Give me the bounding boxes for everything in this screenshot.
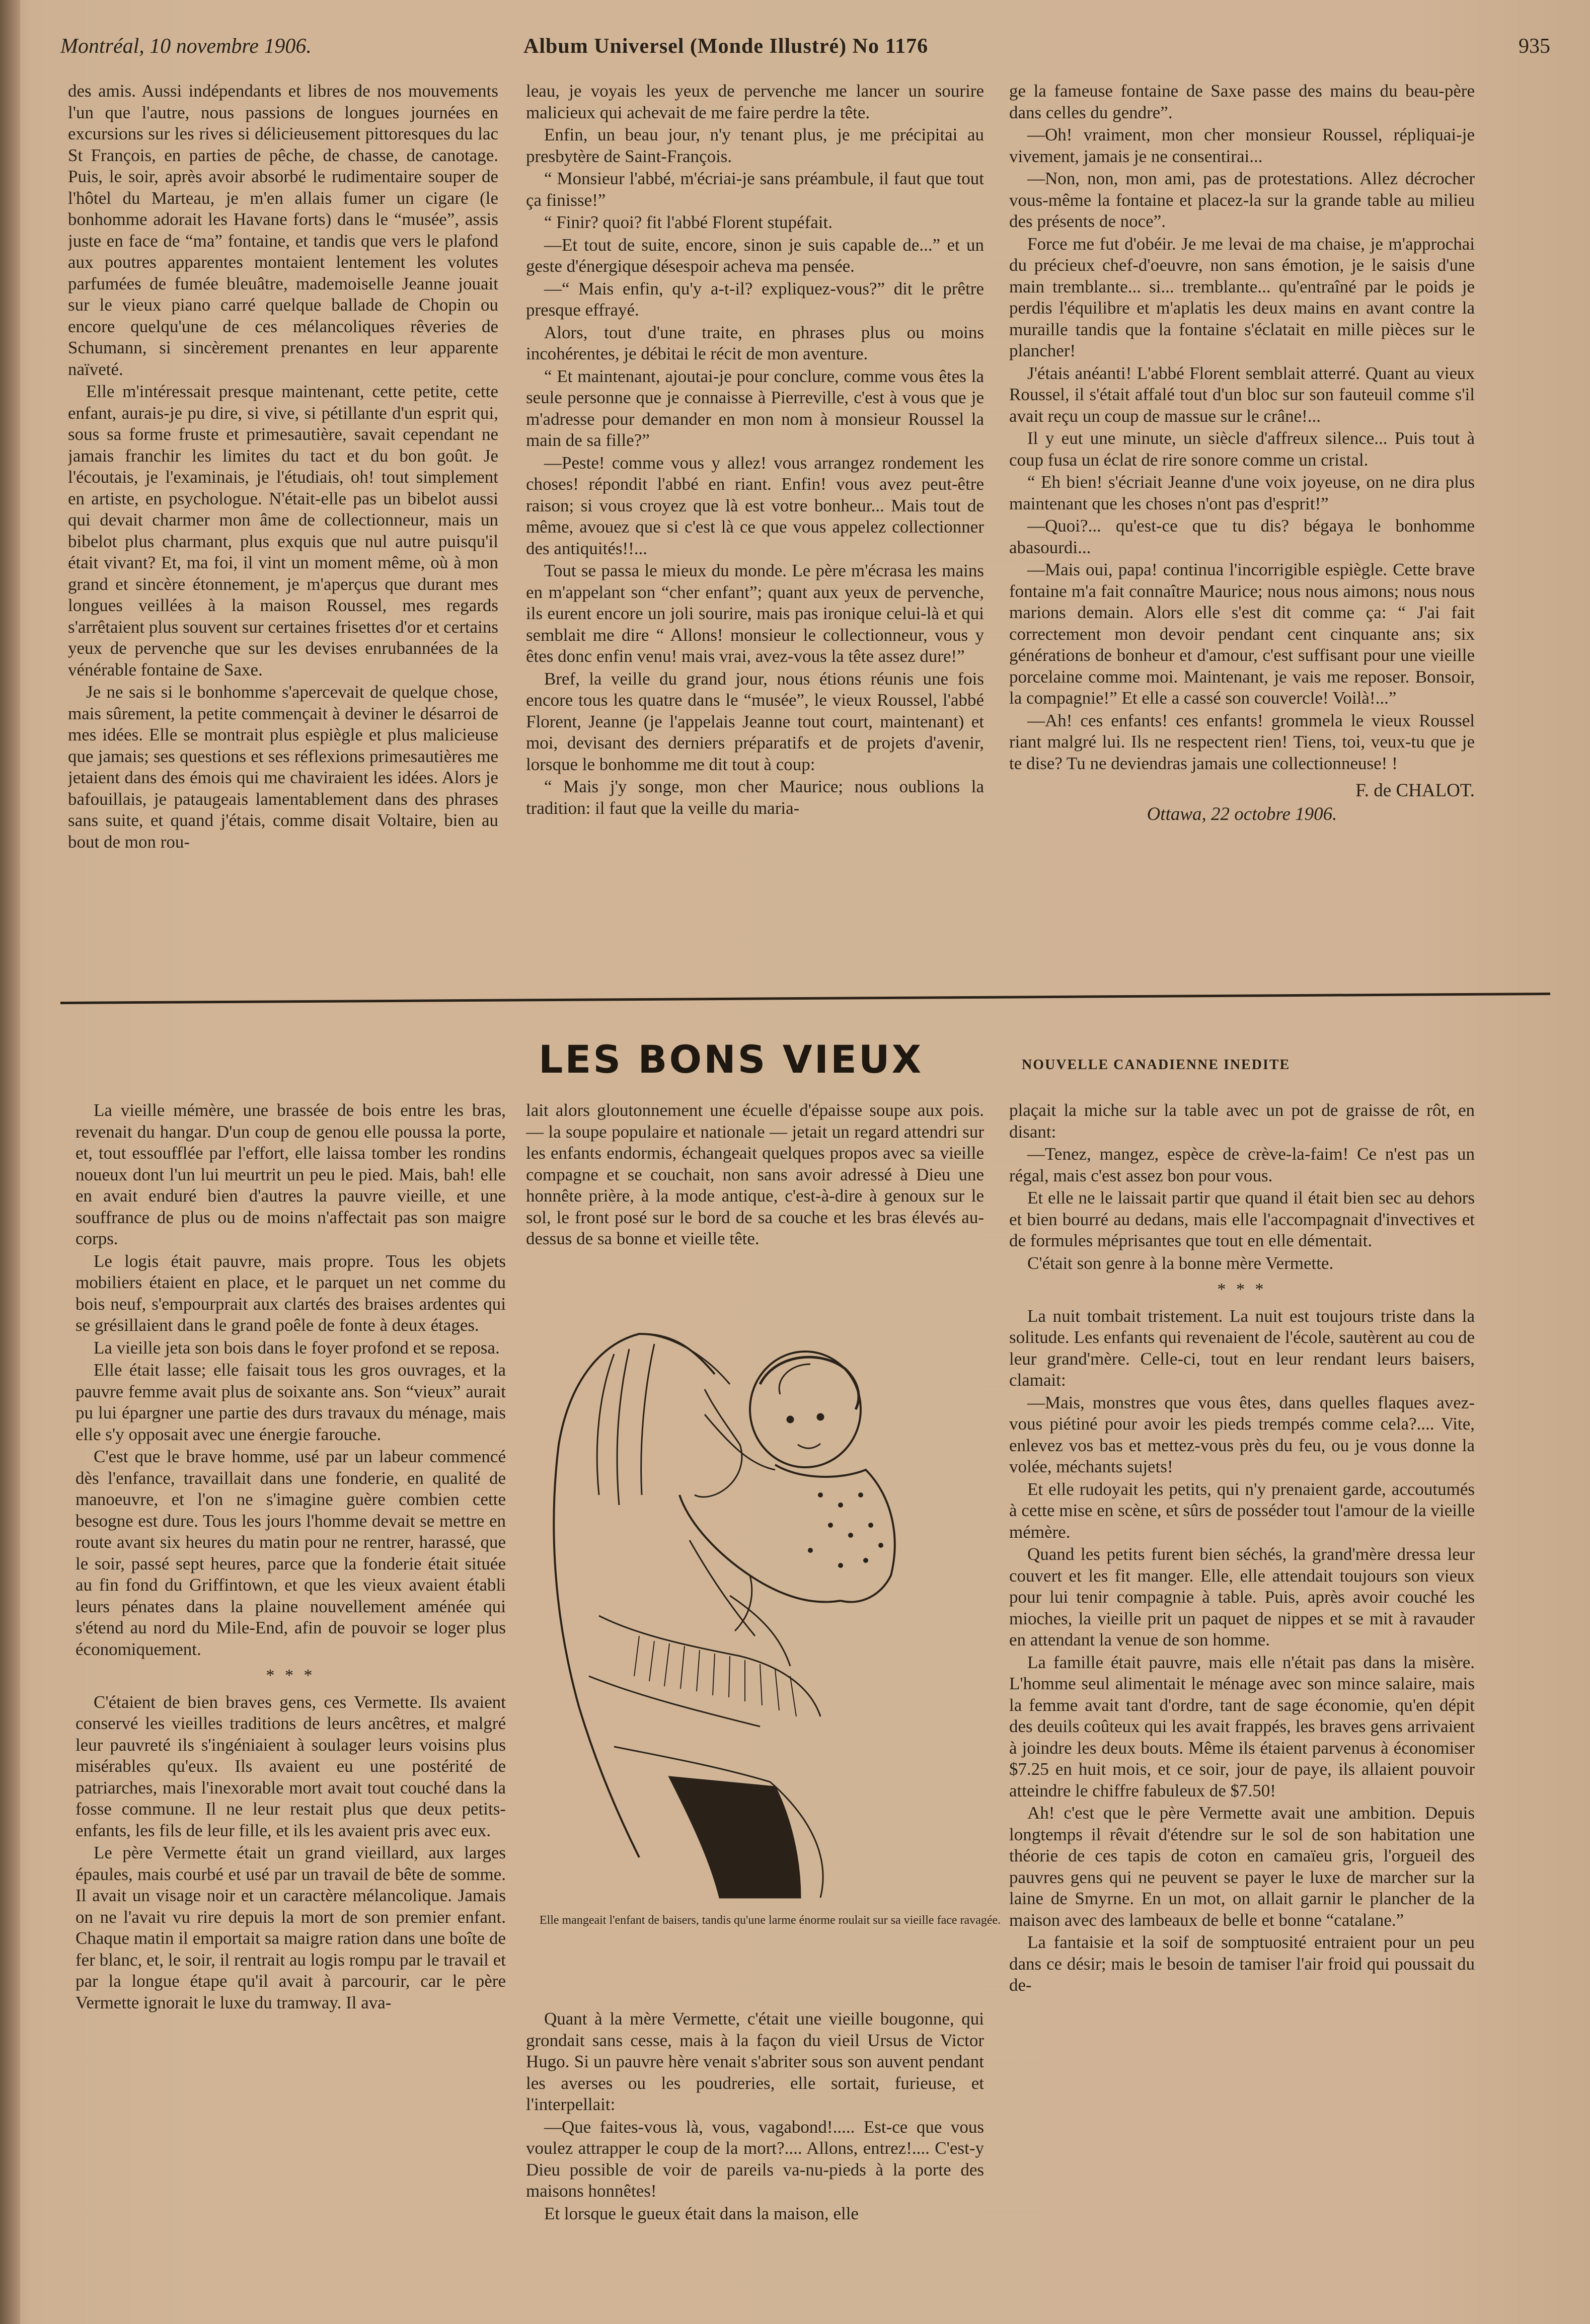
paragraph: Le père Vermette était un grand vieillard, aux larges épaules, mais courbé et usé par un travail de bête de somme. Il avait un visage noir et un caractère mélancolique. Jamais on ne l'avait vu rire depuis la mort de son premier enfant. Chaque matin il emportait sa maigre ration dans une boîte de fer blanc, et, le soir, il rentrait au logis rompu par le travail et par la longue étape qu'il avait à parcourir, car le père Vermette ignorait le luxe du tramway. Il ava- bbox=[75, 1843, 506, 2012]
paragraph: —Que faites-vous là, vous, vagabond!..... Est-ce que vous voulez attrapper le coup de la mort?.... Allons, entrez!.... C'est-y Dieu possible de voir de pareils va-nu-pieds à la porte des maisons honnêtes! bbox=[526, 2117, 984, 2201]
paragraph: ge la fameuse fontaine de Saxe passe des mains du beau-père dans celles du gendre”. bbox=[1009, 81, 1475, 122]
paragraph: —Tenez, mangez, espèce de crève-la-faim! Ce n'est pas un régal, mais c'est assez bon pour vous. bbox=[1009, 1144, 1475, 1185]
paragraph: —Oh! vraiment, mon cher monsieur Roussel, répliquai-je vivement, jamais je ne consentirai... bbox=[1009, 125, 1475, 166]
illustration-caption: Elle mangeait l'enfant de baisers, tandis qu'une larme énorme roulait sur sa vieille face ravagée. bbox=[539, 1914, 1001, 1927]
paragraph: —Quoi?... qu'est-ce que tu dis? bégaya le bonhomme abasourdi... bbox=[1009, 516, 1475, 557]
story2-column-2 bbox=[526, 1100, 984, 1306]
grandmother-child-illustration bbox=[539, 1314, 1002, 1908]
paragraph: Et lorsque le gueux était dans la maison, elle bbox=[544, 2203, 859, 2223]
paragraph: “ Finir? quoi? fit l'abbé Florent stupéfait. bbox=[544, 212, 832, 232]
paragraph: La famille était pauvre, mais elle n'était pas dans la misère. L'homme seul alimentait le ménage avec son mince salaire, mais la femme avait tant d'ordre, tant de sage économie, qu'en dépit des deuils coûteux qui les avait frappés, les braves gens arrivaient à joindre les deux bouts. Même ils étaient parvenus à économiser $7.25 en huit mois, et ce soir, jour de paye, ils allaient pouvoir atteindre le chiffre fabuleux de $7.50! bbox=[1009, 1652, 1475, 1801]
paragraph: Quand les petits furent bien séchés, la grand'mère dressa leur couvert et les fit manger. Elle, elle attendait toujours son vieux pour lui tenir compagnie à table. Puis, après avoir couché les mioches, la vieille prit un paquet de nippes et se mit à ravauder en attendant la venue de son homme. bbox=[1009, 1544, 1475, 1650]
paragraph: C'est que le brave homme, usé par un labeur commencé dès l'enfance, travaillait dans une fonderie, en qualité de manoeuvre, et l'on ne s'imagine guère combien cette besogne est dure. Tous les jours l'homme devait se mettre en route avant six heures du matin pour ne rentrer, harassé, que le soir, passé sept heures, parce que la fonderie était située au fin fond du Griffintown, et que les vieux avaient établi leurs pénates dans la plaine nouvellement aménée qui s'étend au nord du Mile-End, afin de pouvoir se loger plus économiquement. bbox=[75, 1447, 506, 1659]
paragraph: Et elle ne le laissait partir que quand il était bien sec au dehors et bien bourré au dedans, mais elle l'accompagnait d'invectives et de formules méprisantes que tout en elle démentait. bbox=[1009, 1188, 1475, 1250]
page-number: 935 bbox=[1519, 35, 1550, 58]
paragraph: Ah! c'est que le père Vermette avait une ambition. Depuis longtemps il rêvait d'étendre sur le sol de son habitation une théorie de ces tapis de coton en camaïeu gris, l'orgueil des pauvres gens qui ne peuvent se payer le luxe de marcher sur la laine de Smyrne. En un mot, on allait garnir le plancher de la maison avec des lambeaux de belle et bonne “catalane.” bbox=[1009, 1803, 1475, 1930]
paragraph: —“ Mais enfin, qu'y a-t-il? expliquez-vous?” dit le prêtre presque effrayé. bbox=[526, 278, 984, 320]
paragraph: —Non, non, mon ami, pas de protestations. Allez décrocher vous-même la fontaine et placez-la sur la grande table au milieu des présents de noce”. bbox=[1009, 169, 1475, 231]
paragraph: La vieille jeta son bois dans le foyer profond et se reposa. bbox=[94, 1337, 500, 1358]
page-header bbox=[60, 29, 1550, 69]
header-publication: Album Universel (Monde Illustré) No 1176 bbox=[523, 35, 929, 58]
paragraph: Quant à la mère Vermette, c'était une vieille bougonne, qui grondait sans cesse, mais à la façon du vieil Ursus de Victor Hugo. Si un pauvre hère venait s'abriter sous son auvent pendant les averses ou les poudreries, elle sortait, furieuse, et l'interpellait: bbox=[526, 2009, 984, 2114]
paragraph: J'étais anéanti! L'abbé Florent semblait atterré. Quant au vieux Roussel, il s'était affalé tout d'un bloc sur son fauteuil comme s'il avait reçu un coup de massue sur le crâne!... bbox=[1009, 363, 1475, 426]
illustration bbox=[539, 1314, 1002, 1948]
paragraph: lait alors gloutonnement une écuelle d'épaisse soupe aux pois. — la soupe populaire et nationale — jetait un regard attendri sur les enfants endormis, échangeait quelques propos avec sa vieille compagne et se couchait, non sans avoir adressé à Dieu une honnête prière, à la mode antique, c'est-à-dire à genoux sur le sol, le front posé sur le bord de sa couche et les bras élevés au-dessus de sa bonne et vieille tête. bbox=[526, 1100, 984, 1248]
paragraph: C'était son genre à la bonne mère Vermette. bbox=[1027, 1253, 1334, 1273]
paragraph: —Ah! ces enfants! ces enfants! grommela le vieux Roussel riant malgré lui. Ils ne respectent rien! Tiens, toi, veux-tu que je te dise? Tu ne deviendras jamais une collectionneuse! ! bbox=[1009, 710, 1475, 773]
paragraph: Le logis était pauvre, mais propre. Tous les objets mobiliers étaient en place, et le parquet un net comme du bois neuf, s'empourprait aux clartés des braises ardentes qui se grésillaient dans le grand poêle de fonte à deux étages. bbox=[75, 1251, 506, 1335]
paragraph: La nuit tombait tristement. La nuit est toujours triste dans la solitude. Les enfants qui revenaient de l'école, sautèrent au cou de leur grand'mère. Celle-ci, tout en leur rendant leurs baisers, clamait: bbox=[1009, 1306, 1475, 1390]
paragraph: Je ne sais si le bonhomme s'apercevait de quelque chose, mais sûrement, la petite commençait à deviner le désarroi de mes idées. Elle se montrait plus espiègle et plus malicieuse que jamais; ses questions et ses réflexions primesautières me jetaient dans des émois qui me chaviraient les idées. Alors je bafouillais, je pataugeais lamentablement dans des phrases sans suite, et quand j'étais, comme disait Voltaire, bien au bout de mon rou- bbox=[68, 682, 498, 852]
paragraph: Tout se passa le mieux du monde. Le père m'écrasa les mains en m'appelant son “cher enfant”; quant aux yeux de pervenche, ils eurent encore un joli sourire, mais pas ironique celui-là et qui semblait me dire “ Allons! monsieur le collectionneur, vous y êtes donc enfin venu! mais vrai, avez-vous la tête assez dure!” bbox=[526, 561, 984, 666]
paragraph: C'étaient de bien braves gens, ces Vermette. Ils avaient conservé les vieilles traditions de leurs ancêtres, et malgré leur pauvreté ils s'ingéniaient à soulager leurs voisins plus misérables qu'eux. Ils avaient eu une postérité de patriarches, mais l'inexorable mort avait tout couché dans la fosse commune. Il ne leur restait plus que deux petits-enfants, les fils de leur fille, et ils les avaient pris avec eux. bbox=[75, 1692, 506, 1840]
paragraph: Et elle rudoyait les petits, qui n'y prenaient garde, accoutumés à cette mise en scène, et sûrs de posséder tout l'amour de la vieille mémère. bbox=[1009, 1479, 1475, 1542]
paragraph: —Mais, monstres que vous êtes, dans quelles flaques avez-vous piétiné pour avoir les pieds trempés comme cela?.... Vite, enlevez vos bas et mettez-vous près du feu, ou je vous donne la volée, méchants sujets! bbox=[1009, 1392, 1475, 1476]
author-signature: F. de CHALOT. bbox=[1355, 780, 1475, 801]
story1-column-1 bbox=[68, 81, 498, 997]
story-subtitle: NOUVELLE CANADIENNE INEDITE bbox=[1022, 1057, 1291, 1073]
story2-column-1 bbox=[75, 1100, 506, 2308]
paragraph: plaçait la miche sur la table avec un pot de graisse de rôt, en disant: bbox=[1009, 1100, 1475, 1142]
story1-column-3 bbox=[1009, 81, 1475, 997]
paragraph: “ Eh bien! s'écriait Jeanne d'une voix joyeuse, on ne dira plus maintenant que les choses n'ont pas d'esprit!” bbox=[1009, 472, 1475, 513]
paragraph: Elle était lasse; elle faisait tous les gros ouvrages, et la pauvre femme avait plus de soixante ans. Son “vieux” aurait pu lui épargner une partie des durs travaux du ménage, mais elle s'y opposait avec une énergie farouche. bbox=[75, 1360, 506, 1444]
paragraph: Alors, tout d'une traite, en phrases plus ou moins incohérentes, je débitai le récit de mon aventure. bbox=[526, 322, 984, 363]
paragraph: —Peste! comme vous y allez! vous arrangez rondement les choses! répondit l'abbé en riant. Enfin! vous avez peut-être raison; si vous croyez que là est votre bonheur... Mais tout de même, avouez que si c'est là ce que vous appelez collectionner des antiquités!!... bbox=[526, 453, 984, 558]
paragraph: “ Et maintenant, ajoutai-je pour conclure, comme vous êtes la seule personne que je connaisse à Pierreville, c'est à vous que je m'adresse pour demander en mon nom à monsieur Roussel la main de sa fille?” bbox=[526, 366, 984, 450]
story2-column-2-continued bbox=[526, 2008, 984, 2310]
paragraph: —Mais oui, papa! continua l'incorrigible espiègle. Cette brave fontaine m'a fait connaître Maurice; nous nous aimons; nous nous marions demain. Alors elle s'est dit comme ça: “ J'ai fait correctement mon devoir pendant cent cinquante ans; six générations de bonheur et d'amour, c'est suffisant pour une vieille porcelaine comme moi. Maintenant, je vais me reposer. Bonsoir, la compagnie!” Et elle a cassé son couvercle! Voilà!...” bbox=[1009, 560, 1475, 708]
story-title: LES BONS VIEUX bbox=[539, 1037, 924, 1082]
paragraph: “ Mais j'y songe, mon cher Maurice; nous oublions la tradition: il faut que la veille du maria- bbox=[526, 777, 984, 818]
story1-column-2 bbox=[526, 81, 984, 997]
header-date: Montréal, 10 novembre 1906. bbox=[60, 35, 312, 58]
paragraph: Enfin, un beau jour, n'y tenant plus, je me précipitai au presbytère de Saint-François. bbox=[526, 125, 984, 166]
paragraph: —Et tout de suite, encore, sinon je suis capable de...” et un geste d'énergique désespoir acheva ma pensée. bbox=[526, 235, 984, 276]
section-separator: * * * bbox=[266, 1666, 316, 1685]
paragraph: “ Monsieur l'abbé, m'écriai-je sans préambule, il faut que tout ça finisse!” bbox=[526, 169, 984, 210]
binding-spine bbox=[0, 0, 20, 2324]
paragraph: Elle m'intéressait presque maintenant, cette petite, cette enfant, aurais-je pu dire, si vive, si pétillante d'un esprit qui, sous sa forme fruste et primesautière, savait cependant ne jamais franchir les limites du tact et du bon goût. Je l'écoutais, je l'examinais, je l'étudiais, oh! tout simplement en artiste, en psychologue. N'était-elle pas un bibelot aussi qui devait charmer mon âme de collectionneur, mais un bibelot plus charmant, plus exquis que nul autre puisqu'il était vivant? Et, ma foi, il vint un moment même, où à mon grand et sincère étonnement, je m'aperçus que durant mes longues veillées à la maison Roussel, mes regards s'arrêtaient plus souvent sur certaines frisettes d'or et certains yeux de pervenche que sur les devises enrubannées de la vénérable fontaine de Saxe. bbox=[68, 382, 498, 680]
paragraph: Bref, la veille du grand jour, nous étions réunis une fois encore tous les quatre dans le “musée”, le vieux Roussel, l'abbé Florent, Jeanne (je l'appelais Jeanne tout court, maintenant) et moi, devisant des derniers préparatifs et de projets d'avenir, lorsque le bonhomme me dit tout à coup: bbox=[526, 668, 984, 774]
paragraph: leau, je voyais les yeux de pervenche me lancer un sourire malicieux qui achevait de me faire perdre la tête. bbox=[526, 81, 984, 122]
story2-column-3 bbox=[1009, 1100, 1475, 2308]
paragraph: La fantaisie et la soif de somptuosité entraient pour un peu dans ce désir; mais le besoin de tamiser l'air froid qui poussait du de- bbox=[1009, 1932, 1475, 1995]
paragraph: des amis. Aussi indépendants et libres de nos mouvements l'un que l'autre, nous passions de longues journées en excursions sur les rives si délicieusement pittoresques du lac St François, en parties de pêche, de chasse, de canotage. Puis, le soir, après avoir absorbé le rudimentaire souper de l'hôtel du Marteau, je m'en allais fumer un cigare (le bonhomme adorait les Havane forts) dans le “musée”, assis juste en face de “ma” fontaine, et tandis que vers le plafond aux poutres apparentes montaient lentement les volutes parfumées de fumée bleuâtre, mademoiselle Jeanne jouait sur le vieux piano carré quelque ballade de Chopin ou encore quelqu'une de ces mélancoliques rêveries de Schumann, si sincèrement prenantes en leur apparente naïveté. bbox=[68, 81, 498, 379]
paragraph: Force me fut d'obéir. Je me levai de ma chaise, je m'approchai du précieux chef-d'oeuvre, non sans émotion, je le saisis d'une main tremblante... si... tremblante... qu'entraîné par le poids je perdis l'équilibre et m'aplatis les deux mains en avant contre la muraille tandis que la fontaine s'éclatait en mille pièces sur le plancher! bbox=[1009, 234, 1475, 360]
place-date: Ottawa, 22 octobre 1906. bbox=[1147, 803, 1337, 824]
section-separator: * * * bbox=[1217, 1280, 1267, 1299]
paragraph: Il y eut une minute, un siècle d'affreux silence... Puis tout à coup fusa un éclat de rire sonore comme un cristal. bbox=[1009, 428, 1475, 470]
paragraph: La vieille mémère, une brassée de bois entre les bras, revenait du hangar. D'un coup de genou elle poussa la porte, et, tout essoufflée par l'effort, elle laissa tomber les rondins noueux dont l'un lui meurtrit un peu le pied. Mais, bah! elle en avait enduré bien d'autres la pauvre vieille, et une souffrance de plus ou de moins n'affectait pas son maigre corps. bbox=[75, 1100, 506, 1248]
